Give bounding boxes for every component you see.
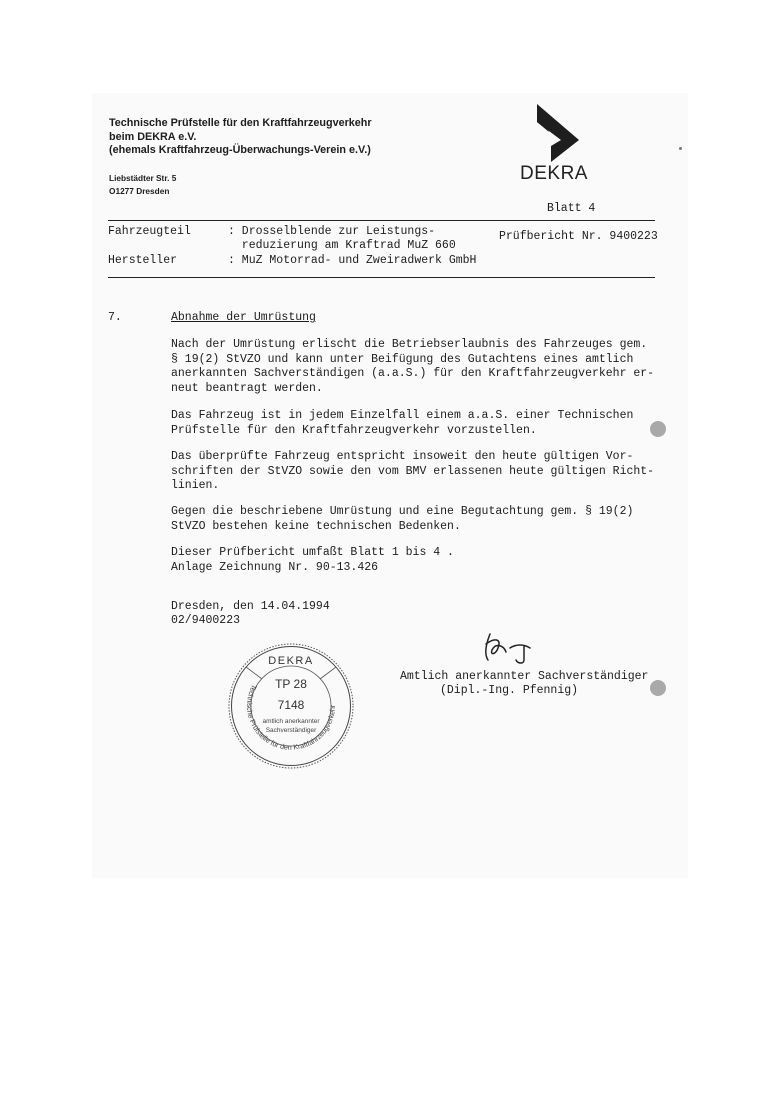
org-line-2: beim DEKRA e.V. [109,130,197,143]
address-city: O1277 Dresden [109,185,170,196]
stamp-ring-textpath: Technische Prüfstelle für den Kraftfahrzeugverkehr [244,682,338,752]
paragraph-4: Gegen die beschriebene Umrüstung und eine Begutachtung gem. § 19(2) StVZO bestehen keine technischen Bedenken. [171,505,634,533]
place-date: Dresden, den 14.04.1994 [171,600,330,613]
section-number: 7. [108,311,122,324]
official-stamp [226,641,356,771]
maker-value: : MuZ Motorrad- und Zweiradwerk GmbH [228,254,477,267]
reference-number: 02/9400223 [171,614,241,627]
part-value-line-2: reduzierung am Kraftrad MuZ 660 [228,239,456,252]
signer-title: Amtlich anerkannter Sachverständiger [400,670,649,683]
signer-name: (Dipl.-Ing. Pfennig) [440,684,579,697]
stamp-inner-line-1: amtlich anerkannter [262,718,320,725]
paragraph-5: Dieser Prüfbericht umfaßt Blatt 1 bis 4 . Anlage Zeichnung Nr. 90-13.426 [171,546,454,574]
organization-header [109,117,372,158]
dekra-logo-text: DEKRA [520,163,588,184]
report-number: Prüfbericht Nr. 9400223 [499,230,658,243]
divider-top [108,220,655,221]
scan-speck [679,147,682,150]
maker-label: Hersteller [108,254,178,267]
punch-hole-upper [650,421,666,437]
paragraph-3: Das überprüfte Fahrzeug entspricht insoweit den heute gültigen Vor- schriften der StVZO sowie den vom BMV erlassenen heute gültigen Richt- linien. [171,450,655,492]
sheet-number: Blatt 4 [547,202,596,215]
org-line-3: (ehemals Kraftfahrzeug-Überwachungs-Verein e.V.) [109,144,371,156]
part-label: Fahrzeugteil [108,225,191,238]
org-line-1: Technische Prüfstelle für den Kraftfahrzeugverkehr [109,117,372,129]
part-value-line-1: : Drosselblende zur Leistungs- [228,225,436,238]
paragraph-2: Das Fahrzeug ist in jedem Einzelfall einem a.a.S. einer Technischen Prüfstelle für den Kraftfahrzeugverkehr vorzustellen. [171,409,634,437]
dekra-logo-icon [533,100,583,170]
section-title: Abnahme der Umrüstung [171,311,316,324]
stamp-number: 7148 [277,698,305,712]
stamp-top-text: DEKRA [268,655,314,667]
handwritten-signature [480,630,540,666]
divider-bottom [108,277,655,278]
punch-hole-lower [650,680,666,696]
stamp-code: TP 28 [275,677,307,691]
address [109,172,176,197]
stamp-inner-line-2: Sachverständiger [265,727,317,734]
paragraph-1: Nach der Umrüstung erlischt die Betriebserlaubnis des Fahrzeuges gem. § 19(2) StVZO und kann unter Beifügung des Gutachtens eines amtlich anerkannten Sachverständigen (a.a.S.) für den Kraftfahrzeugverkehr er- neut beantragt werden. [171,338,655,395]
address-street: Liebstädter Str. 5 [109,173,177,183]
